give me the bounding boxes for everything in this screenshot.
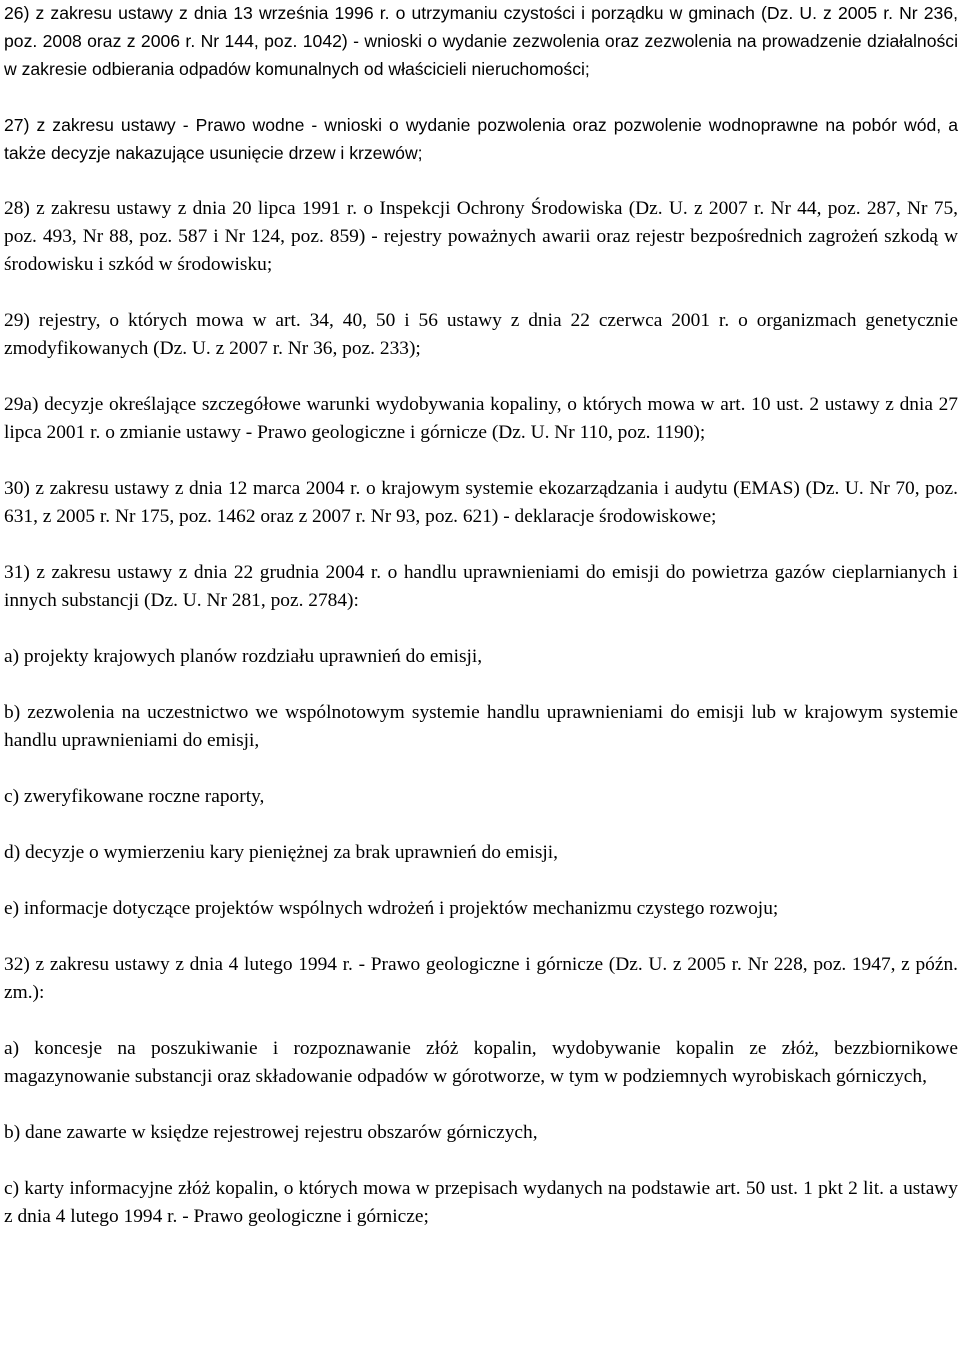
paragraph-27: 27) z zakresu ustawy - Prawo wodne - wnioski o wydanie pozwolenia oraz pozwolenie wodnoprawne na pobór wód, a także decyzje nakazujące usunięcie drzew i krzewów; <box>4 115 958 163</box>
paragraph-29a: 29a) decyzje określające szczegółowe warunki wydobywania kopaliny, o których mowa w art. 10 ust. 2 ustawy z dnia 27 lipca 2001 r. o zmianie ustawy - Prawo geologiczne i górnicze (Dz. U. Nr 110, poz. 1190); <box>4 394 958 443</box>
paragraph-31-e: e) informacje dotyczące projektów wspólnych wdrożeń i projektów mechanizmu czystego rozwoju; <box>4 898 779 919</box>
paragraph-31-a: a) projekty krajowych planów rozdziału uprawnień do emisji, <box>4 646 483 667</box>
paragraph-32-b: b) dane zawarte w księdze rejestrowej rejestru obszarów górniczych, <box>4 1122 538 1143</box>
paragraph-31-d: d) decyzje o wymierzeniu kary pieniężnej za brak uprawnień do emisji, <box>4 842 559 863</box>
paragraph-32: 32) z zakresu ustawy z dnia 4 lutego 1994 r. - Prawo geologiczne i górnicze (Dz. U. z 2005 r. Nr 228, poz. 1947, z późn. zm.): <box>4 954 958 1003</box>
paragraph-28: 28) z zakresu ustawy z dnia 20 lipca 1991 r. o Inspekcji Ochrony Środowiska (Dz. U. z 2007 r. Nr 44, poz. 287, Nr 75, poz. 493, Nr 88, poz. 587 i Nr 124, poz. 859) - rejestry poważnych awarii oraz rejestr bezpośrednich zagrożeń szkodą w środowisku i szkód w środowisku; <box>4 198 958 275</box>
paragraph-29: 29) rejestry, o których mowa w art. 34, 40, 50 i 56 ustawy z dnia 22 czerwca 2001 r. o organizmach genetycznie zmodyfikowanych (Dz. U. z 2007 r. Nr 36, poz. 233); <box>4 310 958 359</box>
paragraph-31-c: c) zweryfikowane roczne raporty, <box>4 786 265 807</box>
paragraph-32-a: a) koncesje na poszukiwanie i rozpoznawanie złóż kopalin, wydobywanie kopalin ze złóż, bezzbiornikowe magazynowanie substancji oraz składowanie odpadów w górotworze, w tym w podziemnych wyrobiskach górniczych, <box>4 1038 958 1087</box>
paragraph-30: 30) z zakresu ustawy z dnia 12 marca 2004 r. o krajowym systemie ekozarządzania i audytu (EMAS) (Dz. U. Nr 70, poz. 631, z 2005 r. Nr 175, poz. 1462 oraz z 2007 r. Nr 93, poz. 621) - deklaracje środowiskowe; <box>4 478 958 527</box>
paragraph-31: 31) z zakresu ustawy z dnia 22 grudnia 2004 r. o handlu uprawnieniami do emisji do powietrza gazów cieplarnianych i innych substancji (Dz. U. Nr 281, poz. 2784): <box>4 562 958 611</box>
paragraph-31-b: b) zezwolenia na uczestnictwo we wspólnotowym systemie handlu uprawnieniami do emisji lub w krajowym systemie handlu uprawnieniami do emisji, <box>4 702 958 751</box>
paragraph-32-c: c) karty informacyjne złóż kopalin, o których mowa w przepisach wydanych na podstawie art. 50 ust. 1 pkt 2 lit. a ustawy z dnia 4 lutego 1994 r. - Prawo geologiczne i górnicze; <box>4 1178 958 1227</box>
paragraph-26: 26) z zakresu ustawy z dnia 13 września 1996 r. o utrzymaniu czystości i porządku w gminach (Dz. U. z 2005 r. Nr 236, poz. 2008 oraz z 2006 r. Nr 144, poz. 1042) - wnioski o wydanie zezwolenia oraz zezwolenia na prowadzenie działalności w zakresie odbierania odpadów komunalnych od właścicieli nieruchomości; <box>4 3 958 79</box>
